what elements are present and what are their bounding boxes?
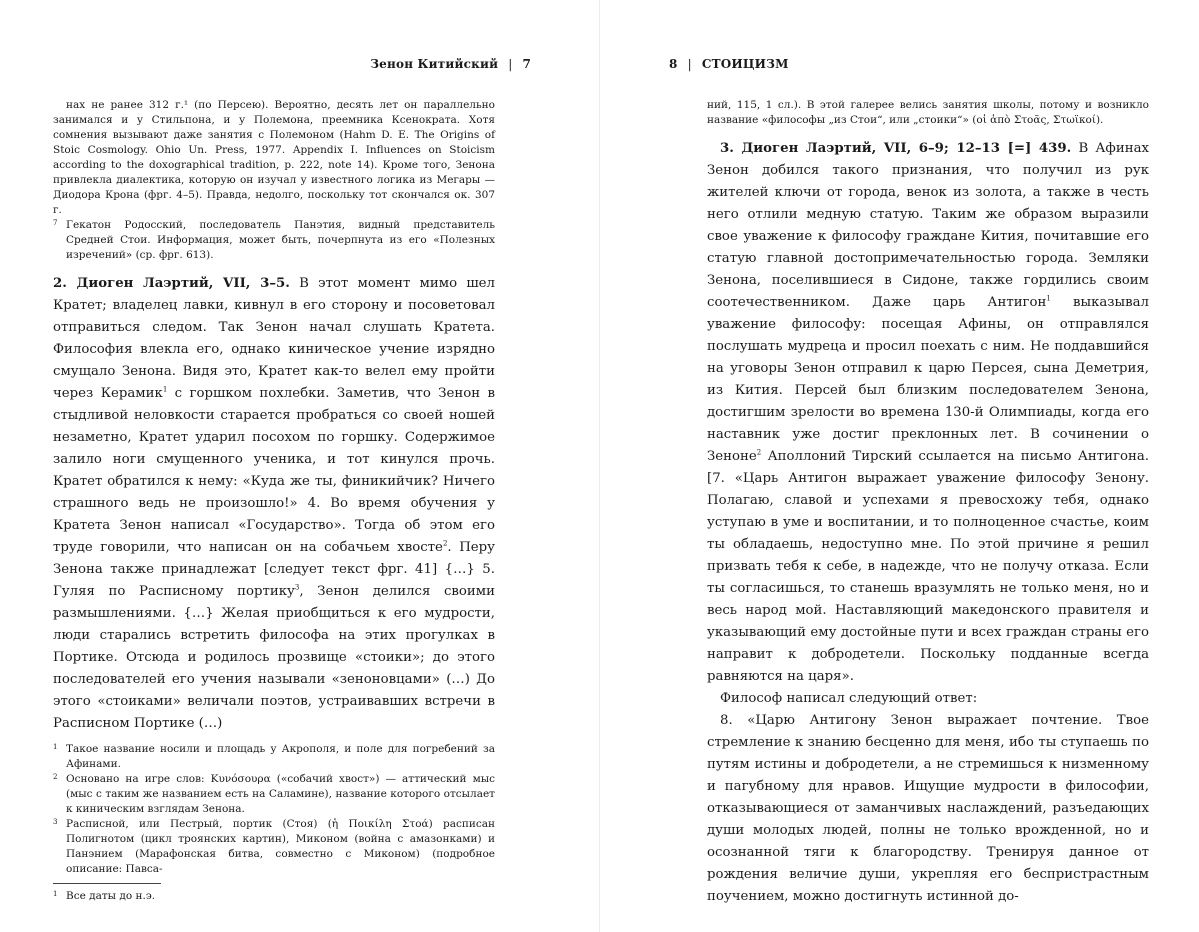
running-head-title: СТОИЦИЗМ: [701, 57, 789, 71]
running-head-left: [370, 57, 531, 71]
section-heading: 2. Диоген Лаэртий, VII, 3–5.: [53, 276, 290, 291]
footnote-ref: 1: [162, 385, 168, 394]
footnote-3: 3 Расписной, или Пестрый, портик (Стоя) (ἡ Ποικίλη Στοά) расписан Полигнотом (цикл троянских картин), Миконом (война с амазонками) и Панэнием (Марафонская битва, совместно с Миконом) (подробное описание: Павса-: [53, 818, 495, 875]
footnote-7: 7 Гекатон Родосский, последователь Панэтия, видный представитель Средней Стои. Информация, может быть, почерпнута из его «Полезных изречений» (ср. фрг. 613).: [53, 219, 495, 261]
page-number: 8: [669, 57, 678, 71]
section-heading: 3. Диоген Лаэртий, VII, 6–9; 12–13 [=] 439.: [720, 141, 1072, 156]
running-head-right: [669, 57, 789, 71]
footnote-continuation: нах не ранее 312 г.¹ (по Персею). Вероятно, десять лет он параллельно занимался и у Стильпона, и у Полемона, преемника Ксенократа. Хотя сомнения вызывают даже занятия с Полемоном (Hahm D. E. The Origins of Stoic Cosmology. Ohio Un. Press, 1977. Appendix I. Influences on Stoicism according to the doxographical tradition, p. 222, note 14). Кроме того, Зенона привлекла диалектика, которую он изучал у известного логика из Мегары — Диодора Крона (фрг. 4–5). Правда, недолго, поскольку тот скончался ок. 307 г.: [53, 99, 495, 216]
footnote-ref: 3: [294, 583, 300, 592]
footnote-ref: 1: [1046, 294, 1051, 303]
footnote-ref: 2: [442, 539, 448, 548]
right-page: [599, 0, 1199, 932]
running-head-separator: |: [508, 57, 513, 71]
footnote-2: 2 Основано на игре слов: Κυνόσουρα («собачий хвост») — аттический мыс (мыс с таким же названием есть на Саламине), название которого отсылает к киническим взглядам Зенона.: [53, 773, 495, 815]
section-2-paragraph: 2. Диоген Лаэртий, VII, 3–5. В этот момент мимо шел Кратет; владелец лавки, кивнул в его сторону и посоветовал отправиться следом. Так Зенон начал слушать Кратета. Философия влекла его, однако киническое учение изрядно смущало Зенона. Видя это, Кратет как-то велел ему пройти через Керамик$^1$ с горшком похлебки. Заметив, что Зенон в стыдливой неловкости старается пробраться со своей ношей незаметно, Кратет ударил посохом по горшку. Содержимое залило ноги смущенного ученика, и тот кинулся прочь. Кратет обратился к нему: «Куда же ты, финикийчик? Ничего страшного ведь не произошло!» 4. Во время обучения у Кратета Зенон написал «Государство». Тогда об этом его труде говорили, что написан он на собачьем хвосте$^2$. Перу Зенона также принадлежат [следует текст фрг. 41] {…} 5. Гуляя по Расписному портику$^3$, Зенон делился своими размышлениями. {…} Желая приобщиться к его мудрости, люди старались встретить философа на этих прогулках в Портике. Отсюда и родилось прозвище «стоики»; до этого последователей его учения называли «зеноновцами» (…) До этого «стоиками» величали поэтов, устраивавших встречи в Расписном Портике (…): [53, 276, 495, 731]
footnote-1: 1 Такое название носили и площадь у Акрополя, и поле для погребений за Афинами.: [53, 743, 495, 770]
right-page-content: [707, 98, 1149, 908]
left-page-content: [53, 98, 495, 904]
footnote-ref: 2: [756, 448, 762, 457]
footnote-continuation: ний, 115, 1 сл.). В этой галерее велись занятия школы, потому и возникло название «философы „из Стои“, или „стоики“» (οἱ ἀπὸ Στοᾶς, Στωϊκοί).: [707, 99, 1149, 126]
page-footnote: 1 Все даты до н.э.: [53, 890, 156, 902]
running-head-title: Зенон Китийский: [370, 57, 499, 71]
footnote-divider: [53, 883, 161, 884]
running-head-separator: |: [687, 57, 692, 71]
page-number: 7: [522, 57, 531, 71]
left-page: [0, 0, 599, 932]
paragraph-reply-intro: Философ написал следующий ответ:: [720, 691, 978, 706]
section-3-paragraph: 3. Диоген Лаэртий, VII, 6–9; 12–13 [=] 439. В Афинах Зенон добился такого признания, что получил из рук жителей ключи от города, венок из золота, а также в честь него отлили медную статую. Таким же образом выразили свое уважение к философу граждане Кития, почитавшие его статую главной достопримечательностью города. Земляки Зенона, поселившиеся в Сидоне, также гордились своим соотечественником. Даже царь Антигон$^1$ выказывал уважение философу: посещая Афины, он отправлялся послушать мудреца и просил поехать с ним. Не поддавшийся на уговоры Зенон отправил к царю Персея, сына Деметрия, из Кития. Персей был близким последователем Зенона, достигшим зрелости во времена 130-й Олимпиады, когда его наставник уже достиг преклонных лет. В сочинении о Зеноне$^2$ Аполлоний Тирский ссылается на письмо Антигона. [7. «Царь Антигон выражает уважение философу Зенону. Полагаю, славой и успехами я превосхожу тебя, однако уступаю в уме и воспитании, и то полноценное счастье, коим ты обладаешь, недоступно мне. По этой причине я решил призвать тебя к себе, в надежде, что не получу отказа. Если ты согласишься, то станешь вразумлять не только меня, но и весь народ мой. Наставляющий македонского правителя и указывающий ему достойные пути и всех граждан страны его направит к добродетели. Поскольку подданные всегда равняются на царя».: [707, 141, 1149, 684]
paragraph-zeno-letter: 8. «Царю Антигону Зенон выражает почтение. Твое стремление к знанию бесценно для меня, ибо ты ступаешь по путям истины и добродетели, а не стремишься к низменному и пагубному для нравов. Ищущие мудрости в философии, отказывающиеся от заманчивых наслаждений, разъедающих души молодых людей, полны не только врожденной, но и осознанной тяги к благородству. Тренируя данное от рождения величие души, укрепляя его беспристрастным поучением, можно достигнуть истинной до-: [707, 713, 1149, 904]
